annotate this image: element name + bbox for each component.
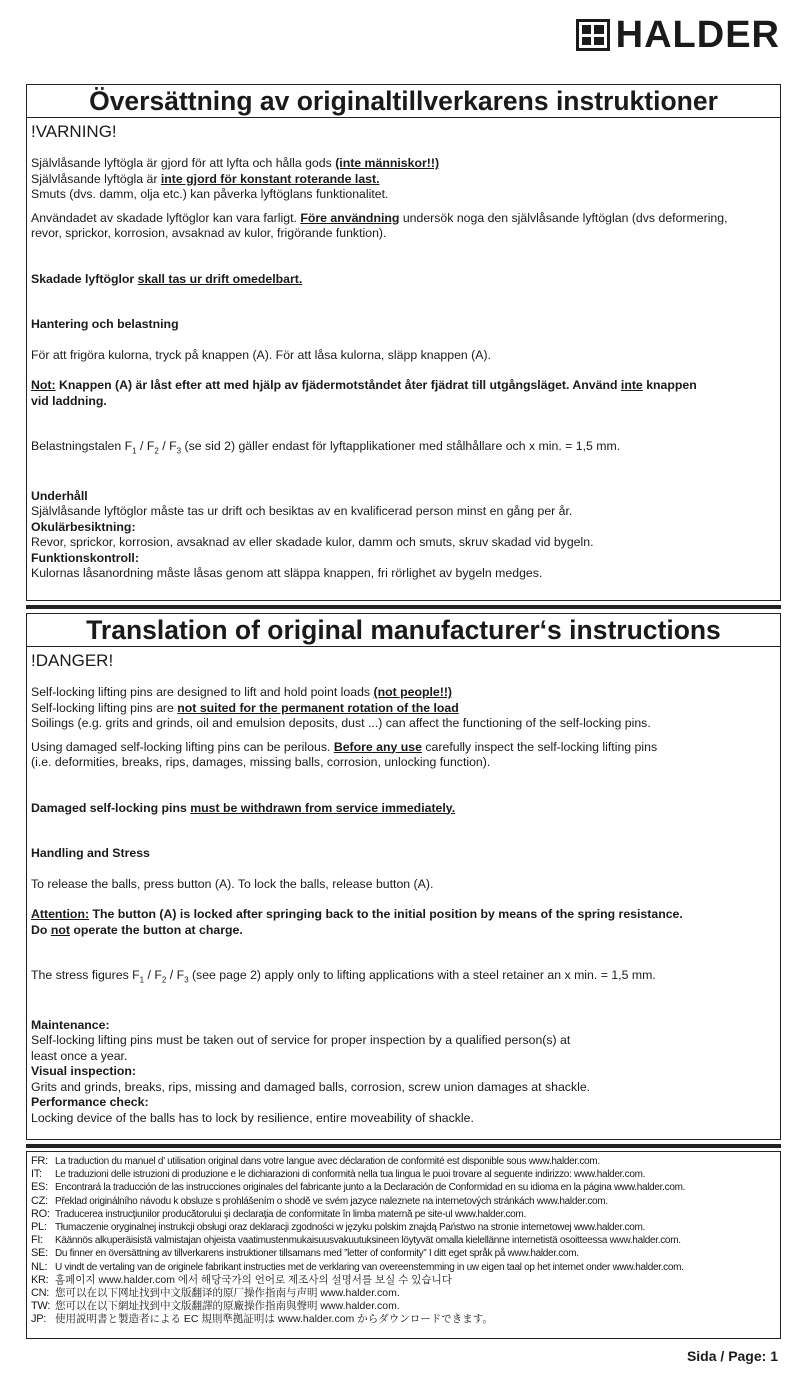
en-paragraph: least once a year. — [31, 1048, 128, 1063]
sv-paragraph: Smuts (dvs. damm, olja etc.) kan påverka lyftöglans funktionalitet. — [31, 187, 389, 201]
sv-paragraph: Not: Knappen (A) är låst efter att med hjälp av fjädermotståndet åter fjädrat till utgångsläget. Använd inte knappen — [31, 378, 697, 392]
en-paragraph: (i.e. deformities, breaks, rips, damages, missing balls, corrosion, unlocking function). — [31, 755, 491, 769]
english-title: Translation of original manufacturer‘s instructions — [27, 614, 780, 647]
sv-heading: Okulärbesiktning: — [31, 519, 136, 534]
language-line: FI: Käännös alkuperäisistä valmistajan ohjeista vaatimustenmukaisuusvakuutuksineen löytyvät omalla kielellänne internetistä osoitteessa www.halder.com. — [31, 1234, 681, 1247]
en-paragraph: Do not operate the button at charge. — [31, 922, 243, 937]
sv-paragraph: Revor, sprickor, korrosion, avsaknad av eller skadade kulor, damm och smuts, skruv skadad vid bygeln. — [31, 535, 594, 550]
en-paragraph: Attention: The button (A) is locked after springing back to the initial position by means of the spring resistance. — [31, 907, 683, 921]
language-line: CZ: Překlad originálního návodu k obsluze s prohlášením o shodě ve svém jazyce naleznete na internetových stránkách www.halder.com. — [31, 1194, 608, 1207]
en-paragraph: Self-locking lifting pins are designed to lift and hold point loads (not people!!) — [31, 685, 453, 699]
language-line: NL: U vindt de vertaling van de originele fabrikant instructies met de verklaring van overeenstemming in uw eigen taal op het internet onder www.halder.com. — [31, 1260, 684, 1273]
en-paragraph: Grits and grinds, breaks, rips, missing and damaged balls, corrosion, screw union damages at shackle. — [31, 1079, 591, 1094]
sv-paragraph: Självlåsande lyftögla är inte gjord för konstant roterande last. — [31, 171, 380, 186]
sv-paragraph: Självlåsande lyftöglor måste tas ur drift och besiktas av en kvalificerad person minst en gång per år. — [31, 504, 573, 519]
language-line: ES: Encontrará la traducción de las instrucciones originales del fabricante junto a la Declaración de Conformidad en su idioma en la página www.halder.com. — [31, 1181, 686, 1194]
en-heading: Handling and Stress — [31, 846, 150, 860]
en-heading: Performance check: — [31, 1095, 149, 1110]
en-heading: Maintenance: — [31, 1017, 110, 1032]
swedish-warning: !VARNING! — [31, 122, 117, 141]
language-line: PL: Tłumaczenie oryginalnej instrukcji obsługi oraz deklaracji zgodności w języku polskim znajdą Państwo na stronie internetowej www.halder.com. — [31, 1221, 645, 1234]
sv-paragraph: Användadet av skadade lyftöglor kan vara farligt. Före användning undersök noga den självlåsande lyftöglan (dvs deformering, — [31, 210, 728, 225]
halder-logo — [576, 16, 780, 54]
en-paragraph: Self-locking lifting pins are not suited for the permanent rotation of the load — [31, 700, 459, 715]
sv-paragraph: Belastningstalen $F_1 / F_2 / F_3$ (se sid 2) gäller endast för lyftapplikationer med stålhållare och x min. = 1,5 mm. — [31, 439, 621, 456]
en-paragraph: The stress figures $F_1 / F_2 / F_3$ (see page 2) apply only to lifting applications with a steel retainer an x min. = 1,5 mm. — [31, 968, 656, 985]
language-line: TW: 您可以在以下網址找到中文版翻譯的原廠操作指南與聲明 www.halder.com. — [31, 1300, 400, 1313]
sv-paragraph: Självlåsande lyftögla är gjord för att lyfta och hålla gods (inte människor!!) — [31, 156, 440, 170]
sv-paragraph: Skadade lyftöglor skall tas ur drift omedelbart. — [31, 271, 303, 286]
page-number: Sida / Page: 1 — [686, 1348, 778, 1364]
english-warning: !DANGER! — [31, 651, 114, 670]
halder-logo-icon — [576, 19, 610, 51]
en-paragraph: Damaged self-locking pins must be withdrawn from service immediately. — [31, 800, 456, 815]
en-paragraph: To release the balls, press button (A). To lock the balls, release button (A). — [31, 876, 434, 891]
language-line: CN: 您可以在以下网址找到中文版翻译的原厂操作指南与声明 www.halder.com. — [31, 1287, 400, 1300]
sv-heading: Underhåll — [31, 488, 88, 503]
sv-paragraph: Kulornas låsanordning måste låsas genom att släppa knappen, fri rörlighet av bygeln medges. — [31, 566, 543, 581]
language-line: FR: La traduction du manuel d’ utilisation original dans votre langue avec déclaration de conformité est disponible sous www.halder.com. — [31, 1155, 600, 1167]
language-line: JP: 使用説明書と製造者による EC 規則準拠証明は www.halder.com からダウンロードできます。 — [31, 1313, 493, 1326]
language-line: RO: Traducerea instrucţiunilor producătorului şi declaraţia de conformitate în limba maternă pe site-ul www.halder.com. — [31, 1207, 526, 1220]
section-divider — [26, 1144, 781, 1148]
section-divider — [26, 605, 781, 609]
en-paragraph: Self-locking lifting pins must be taken out of service for proper inspection by a qualified person(s) at — [31, 1033, 571, 1048]
swedish-title: Översättning av originaltillverkarens instruktioner — [27, 85, 780, 118]
en-heading: Visual inspection: — [31, 1064, 137, 1079]
en-paragraph: Using damaged self-locking lifting pins can be perilous. Before any use carefully inspect the self-locking lifting pins — [31, 739, 658, 754]
en-paragraph: Soilings (e.g. grits and grinds, oil and emulsion deposits, dust ...) can affect the functioning of the self-locking pins. — [31, 716, 651, 730]
language-line: SE: Du finner en översättning av tillverkarens instruktioner tillsamans med ”letter of conformity” I ditt eget språk på www.halder.com. — [31, 1247, 579, 1260]
sv-paragraph: revor, sprickor, korrosion, avsaknad av kulor, frigörande funktion). — [31, 226, 387, 240]
language-line: IT: Le traduzioni delle istruzioni di produzione e le dichiarazioni di conformità nella tua lingua le puoi trovare al seguente indirizzo: www.halder.com. — [31, 1168, 646, 1181]
sv-heading: Funktionskontroll: — [31, 550, 139, 565]
swedish-section — [26, 84, 781, 601]
sv-paragraph: vid laddning. — [31, 393, 107, 408]
en-paragraph: Locking device of the balls has to lock by resilience, entire moveability of shackle. — [31, 1110, 474, 1125]
sv-paragraph: För att frigöra kulorna, tryck på knappen (A). För att låsa kulorna, släpp knappen (A). — [31, 347, 491, 362]
english-section — [26, 613, 781, 1140]
language-list — [26, 1151, 781, 1339]
sv-heading: Hantering och belastning — [31, 317, 179, 331]
language-line: KR: 홈페이지 www.halder.com 에서 해당국가의 언어로 제조사의 설명서를 보실 수 있습니다 — [31, 1273, 452, 1286]
logo-text: HALDER — [615, 14, 780, 56]
